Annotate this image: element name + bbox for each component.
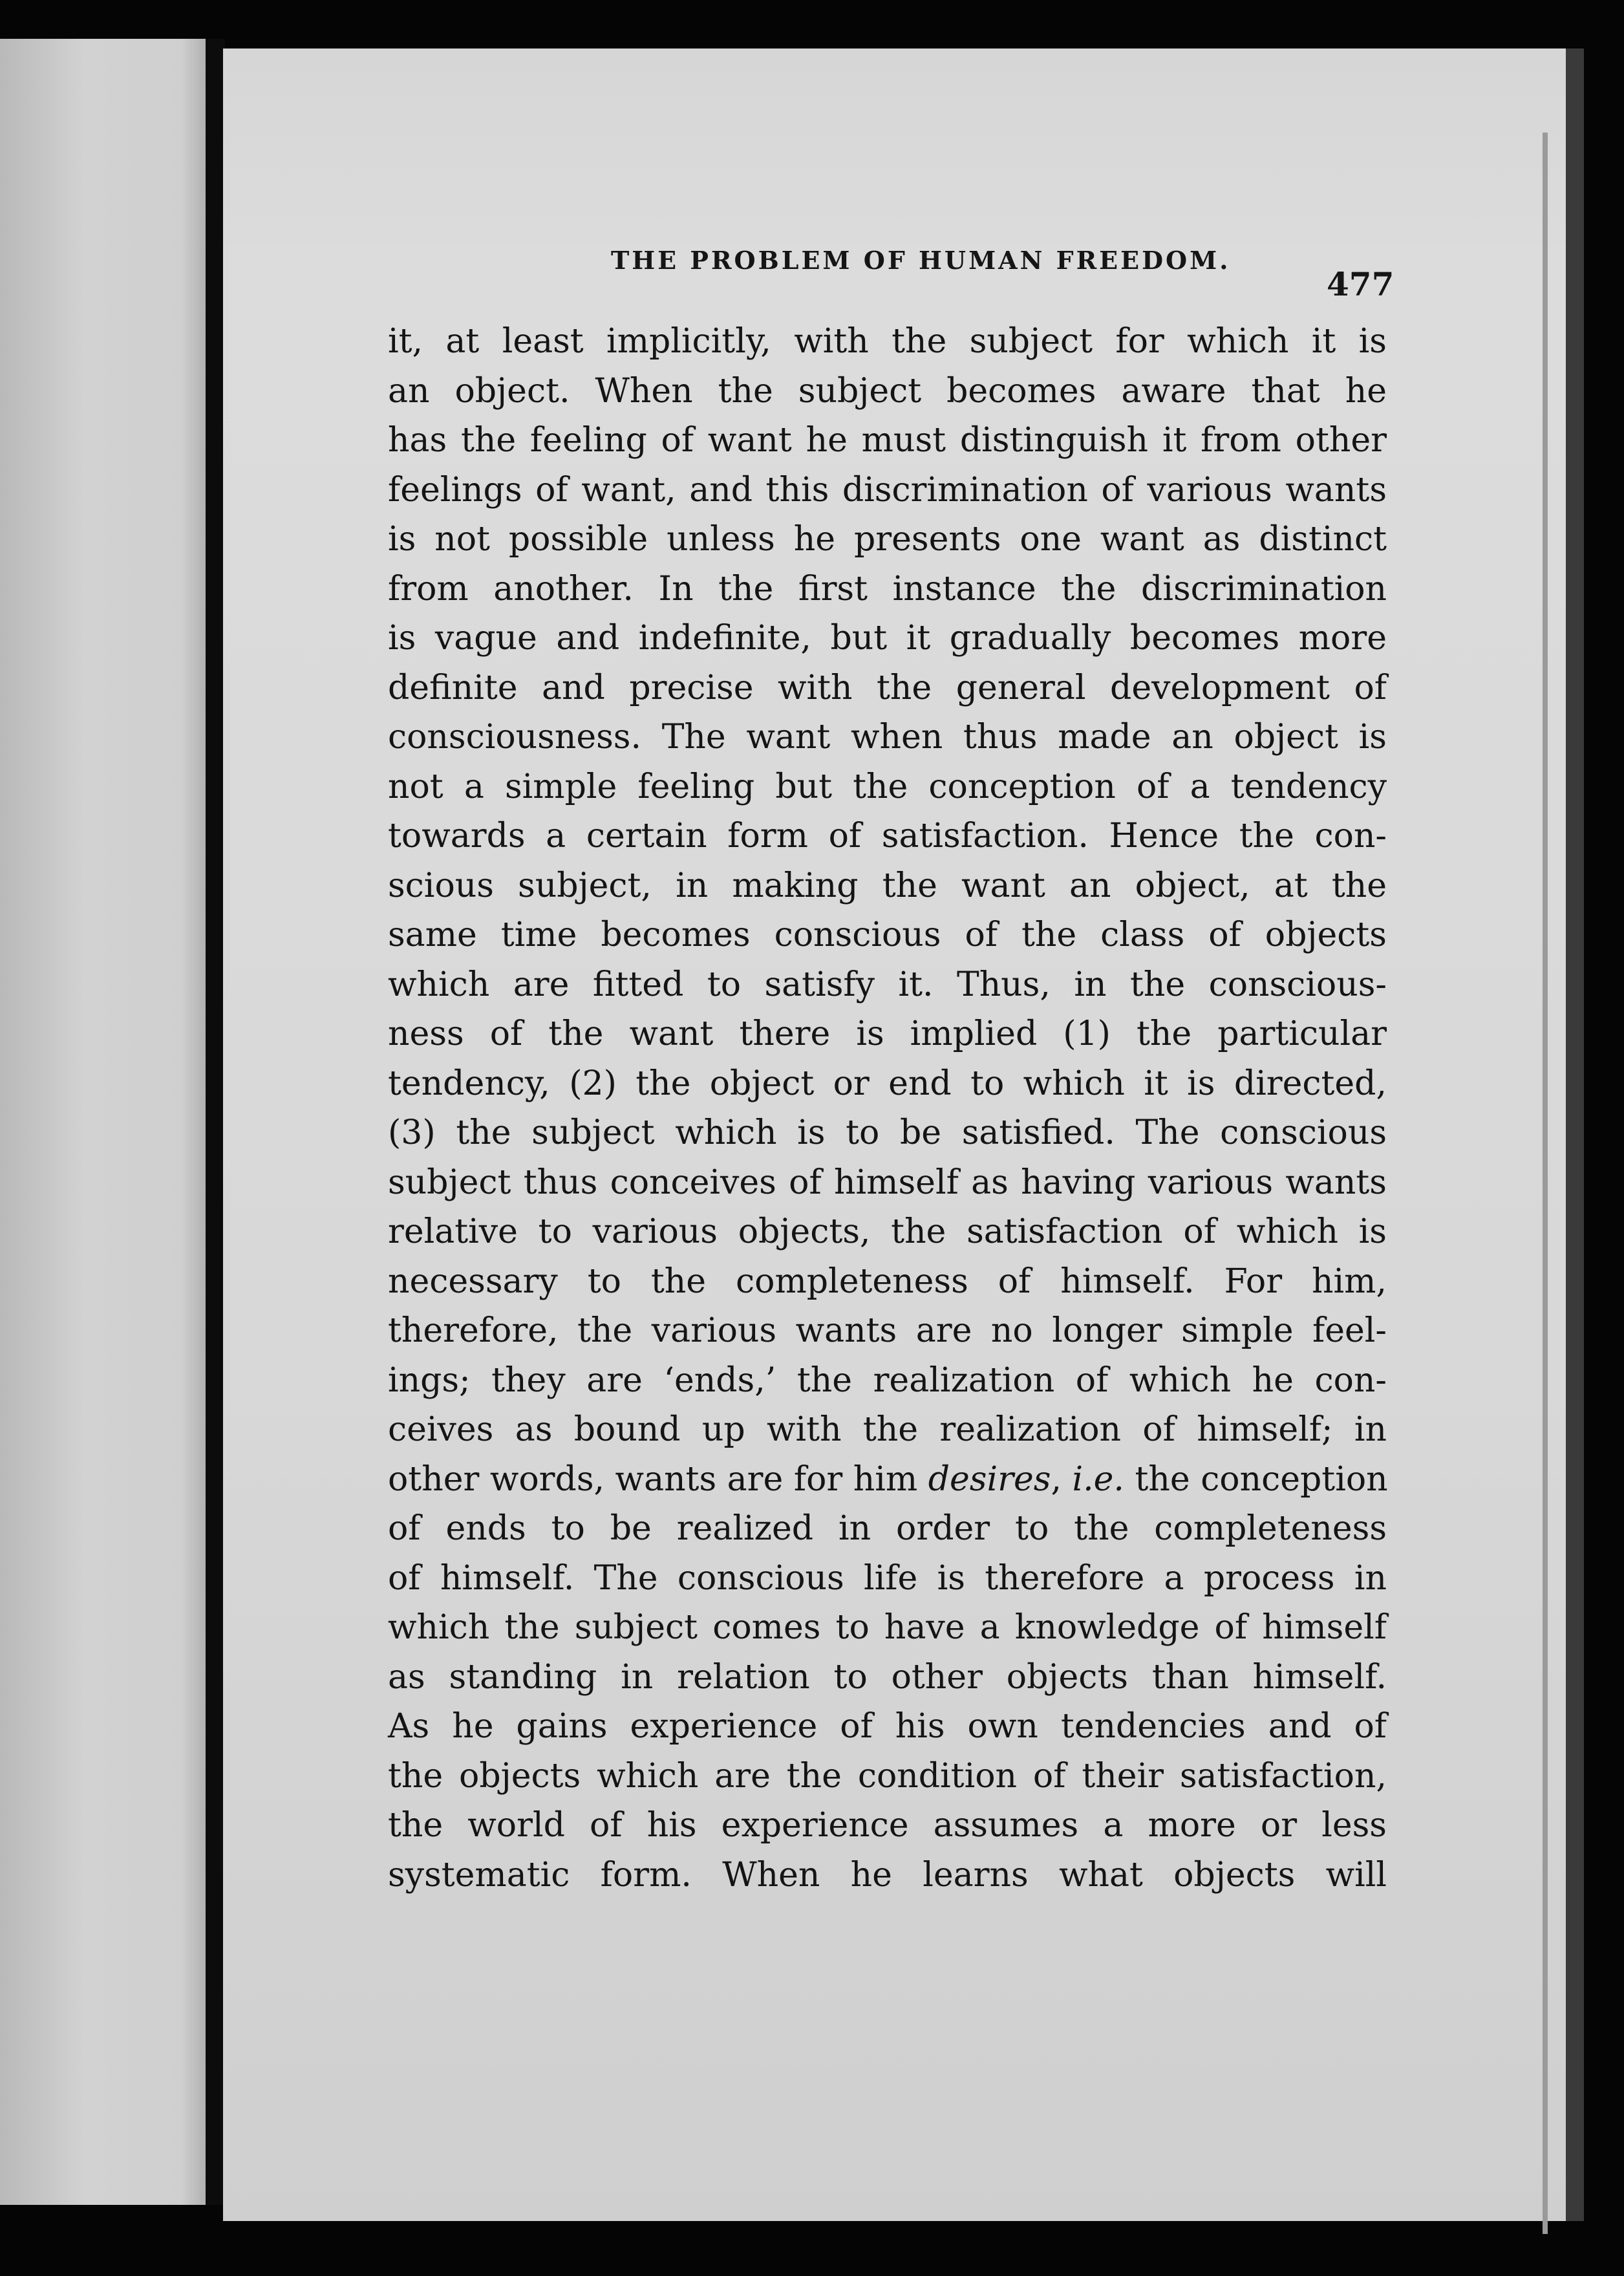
page-number: 477 [1327, 265, 1394, 303]
text-line: therefore, the various wants are no longer simple feel- [388, 1311, 1387, 1350]
text-line: relative to various objects, the satisfaction of which is [388, 1212, 1387, 1251]
italic-term-desires: desires [928, 1459, 1051, 1499]
book-gutter [206, 39, 225, 2205]
text-line: which are fitted to satisfy it. Thus, in the conscious- [388, 965, 1387, 1004]
text-run: , [1051, 1459, 1073, 1499]
text-line: of himself. The conscious life is therefore a process in [388, 1558, 1387, 1598]
text-line: of ends to be realized in order to the completeness [388, 1509, 1387, 1548]
text-line: (3) the subject which is to be satisfied. The conscious [388, 1113, 1387, 1152]
text-line: scious subject, in making the want an object, at the [388, 866, 1387, 905]
text-line: has the feeling of want he must distinguish it from other [388, 421, 1387, 460]
text-line: ceives as bound up with the realization of himself; in [388, 1410, 1387, 1449]
text-line: definite and precise with the general development of [388, 668, 1387, 707]
text-line: tendency, (2) the object or end to which it is directed, [388, 1064, 1387, 1103]
text-line: from another. In the first instance the discrimination [388, 569, 1387, 608]
text-line: necessary to the completeness of himself. For him, [388, 1261, 1387, 1301]
text-line: it, at least implicitly, with the subject for which it is [388, 322, 1387, 361]
text-line: consciousness. The want when thus made an object is [388, 718, 1387, 757]
text-line: same time becomes conscious of the class of objects [388, 916, 1387, 954]
text-line: ings; they are ‘ends,’ the realization of which he con- [388, 1360, 1387, 1400]
text-line: As he gains experience of his own tendencies and of [388, 1707, 1387, 1746]
running-head: THE PROBLEM OF HUMAN FREEDOM. [611, 246, 1231, 275]
text-line: towards a certain form of satisfaction. Hence the con- [388, 817, 1387, 855]
left-page-edge [0, 39, 213, 2205]
text-line: ness of the want there is implied (1) the particular [388, 1015, 1387, 1053]
text-line: which the subject comes to have a knowledge of himself [388, 1608, 1387, 1647]
text-line-with-italics [388, 1455, 1387, 1505]
text-line: the world of his experience assumes a more or less [388, 1806, 1387, 1845]
body-paragraph [388, 317, 1387, 1900]
text-run: the conception [1124, 1459, 1388, 1499]
text-line: subject thus conceives of himself as having various wants [388, 1163, 1387, 1202]
page-edge-shadow [1543, 133, 1548, 2234]
text-line: systematic form. When he learns what objects will [388, 1855, 1387, 1895]
text-line: is vague and indefinite, but it gradually becomes more [388, 619, 1387, 658]
text-line: is not possible unless he presents one want as distinct [388, 520, 1387, 559]
text-line: not a simple feeling but the conception of a tendency [388, 767, 1387, 806]
text-line: the objects which are the condition of their satisfaction, [388, 1756, 1387, 1796]
italic-abbreviation-ie: i.e. [1072, 1459, 1124, 1499]
text-line: as standing in relation to other objects than himself. [388, 1657, 1387, 1697]
text-run: other words, wants are for him [388, 1459, 928, 1499]
text-line: an object. When the subject becomes aware that he [388, 371, 1387, 411]
text-line: feelings of want, and this discrimination of various wants [388, 470, 1387, 510]
